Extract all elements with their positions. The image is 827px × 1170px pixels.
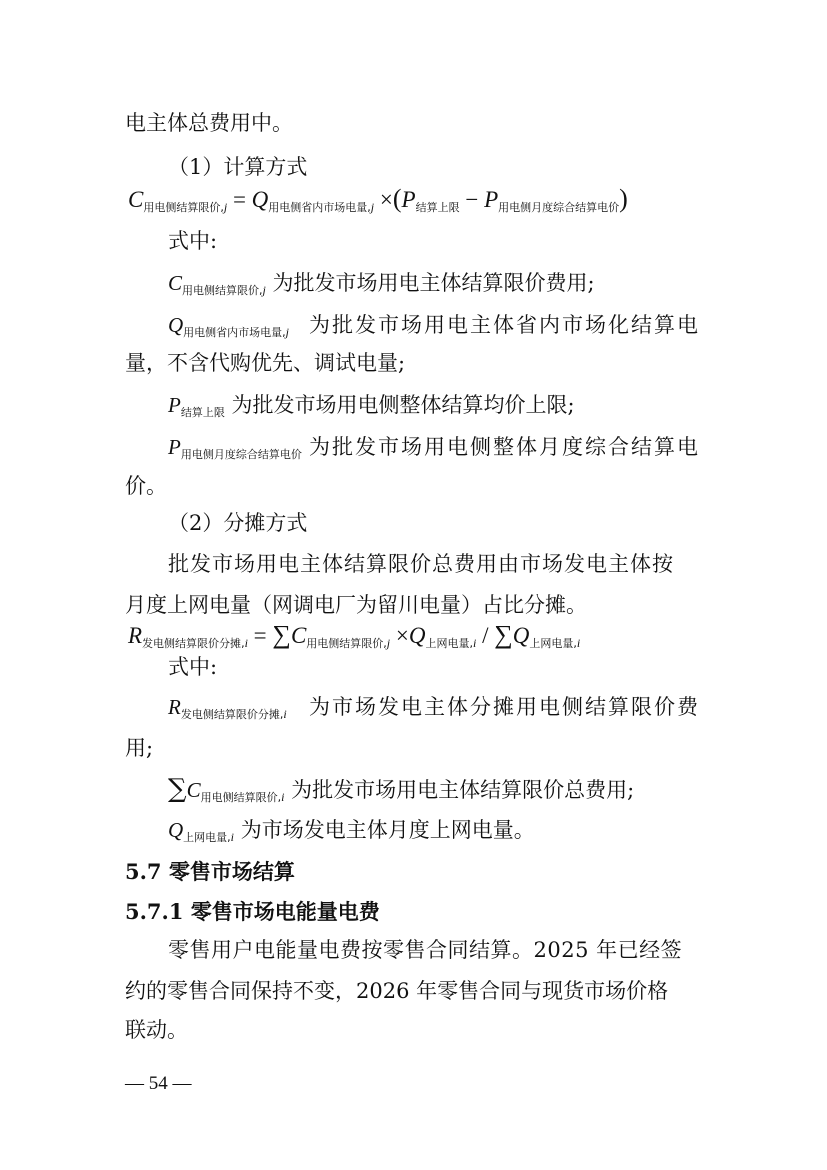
subheading-calc-method: （1）计算方式 xyxy=(168,155,308,179)
definition-p-month: $P_{用电侧月度综合结算电价}$ 为批发市场用电侧整体月度综合结算电 xyxy=(168,435,700,461)
text-line: 电主体总费用中。 xyxy=(125,111,293,135)
text-line: 月度上网电量（网调电厂为留川电量）占比分摊。 xyxy=(125,593,587,617)
where-label: 式中: xyxy=(168,655,218,679)
text-line: 批发市场用电主体结算限价总费用由市场发电主体按 xyxy=(168,552,674,576)
definition-q-grid: $Q_{上网电量,}i$ 为市场发电主体月度上网电量。 xyxy=(168,818,535,844)
definition-c: $C_{用电侧结算限价,}j$ 为批发市场用电主体结算限价费用; xyxy=(168,271,595,297)
text-line: 约的零售合同保持不变，2026 年零售合同与现货市场价格 xyxy=(125,979,669,1003)
formula-settlement-cost: $C_{用电侧结算限价,}j = Q_{用电侧省内市场电量,}j \times(P_{结算上限} - P_{用电侧月度综合结算电价})$ xyxy=(128,184,628,214)
section-heading-5-7-1: 5.7.1 零售市场电能量电费 xyxy=(125,899,380,924)
text-line: 零售用户电能量电费按零售合同结算。2025 年已经签 xyxy=(168,938,683,962)
section-heading-5-7: 5.7 零售市场结算 xyxy=(125,859,295,884)
text-line: 联动。 xyxy=(125,1018,188,1042)
text-line: 价。 xyxy=(125,474,167,498)
formula-allocation: $R_{发电侧结算限价分摊,}i = \sum C_{用电侧结算限价,}j \times Q_{上网电量,}i / \sum Q_{上网电量,}i$ xyxy=(128,620,581,650)
page-number: — 54 — xyxy=(125,1073,192,1094)
where-label: 式中: xyxy=(168,229,218,253)
definition-r: $R_{发电侧结算限价分摊,}i$ 为市场发电主体分摊用电侧结算限价费 xyxy=(168,695,700,721)
text-line: 量，不含代购优先、调试电量; xyxy=(125,351,406,375)
definition-p-cap: $P_{结算上限}$ 为批发市场用电侧整体结算均价上限; xyxy=(168,393,575,419)
text-line: 用; xyxy=(125,736,154,760)
subheading-alloc-method: （2）分摊方式 xyxy=(168,511,308,535)
definition-q: $Q_{用电侧省内市场电量,}j$ 为批发市场用电主体省内市场化结算电 xyxy=(168,313,700,339)
definition-sum-c: $\sum C_{用电侧结算限价,}i$ 为批发市场用电主体结算限价总费用; xyxy=(168,774,635,804)
